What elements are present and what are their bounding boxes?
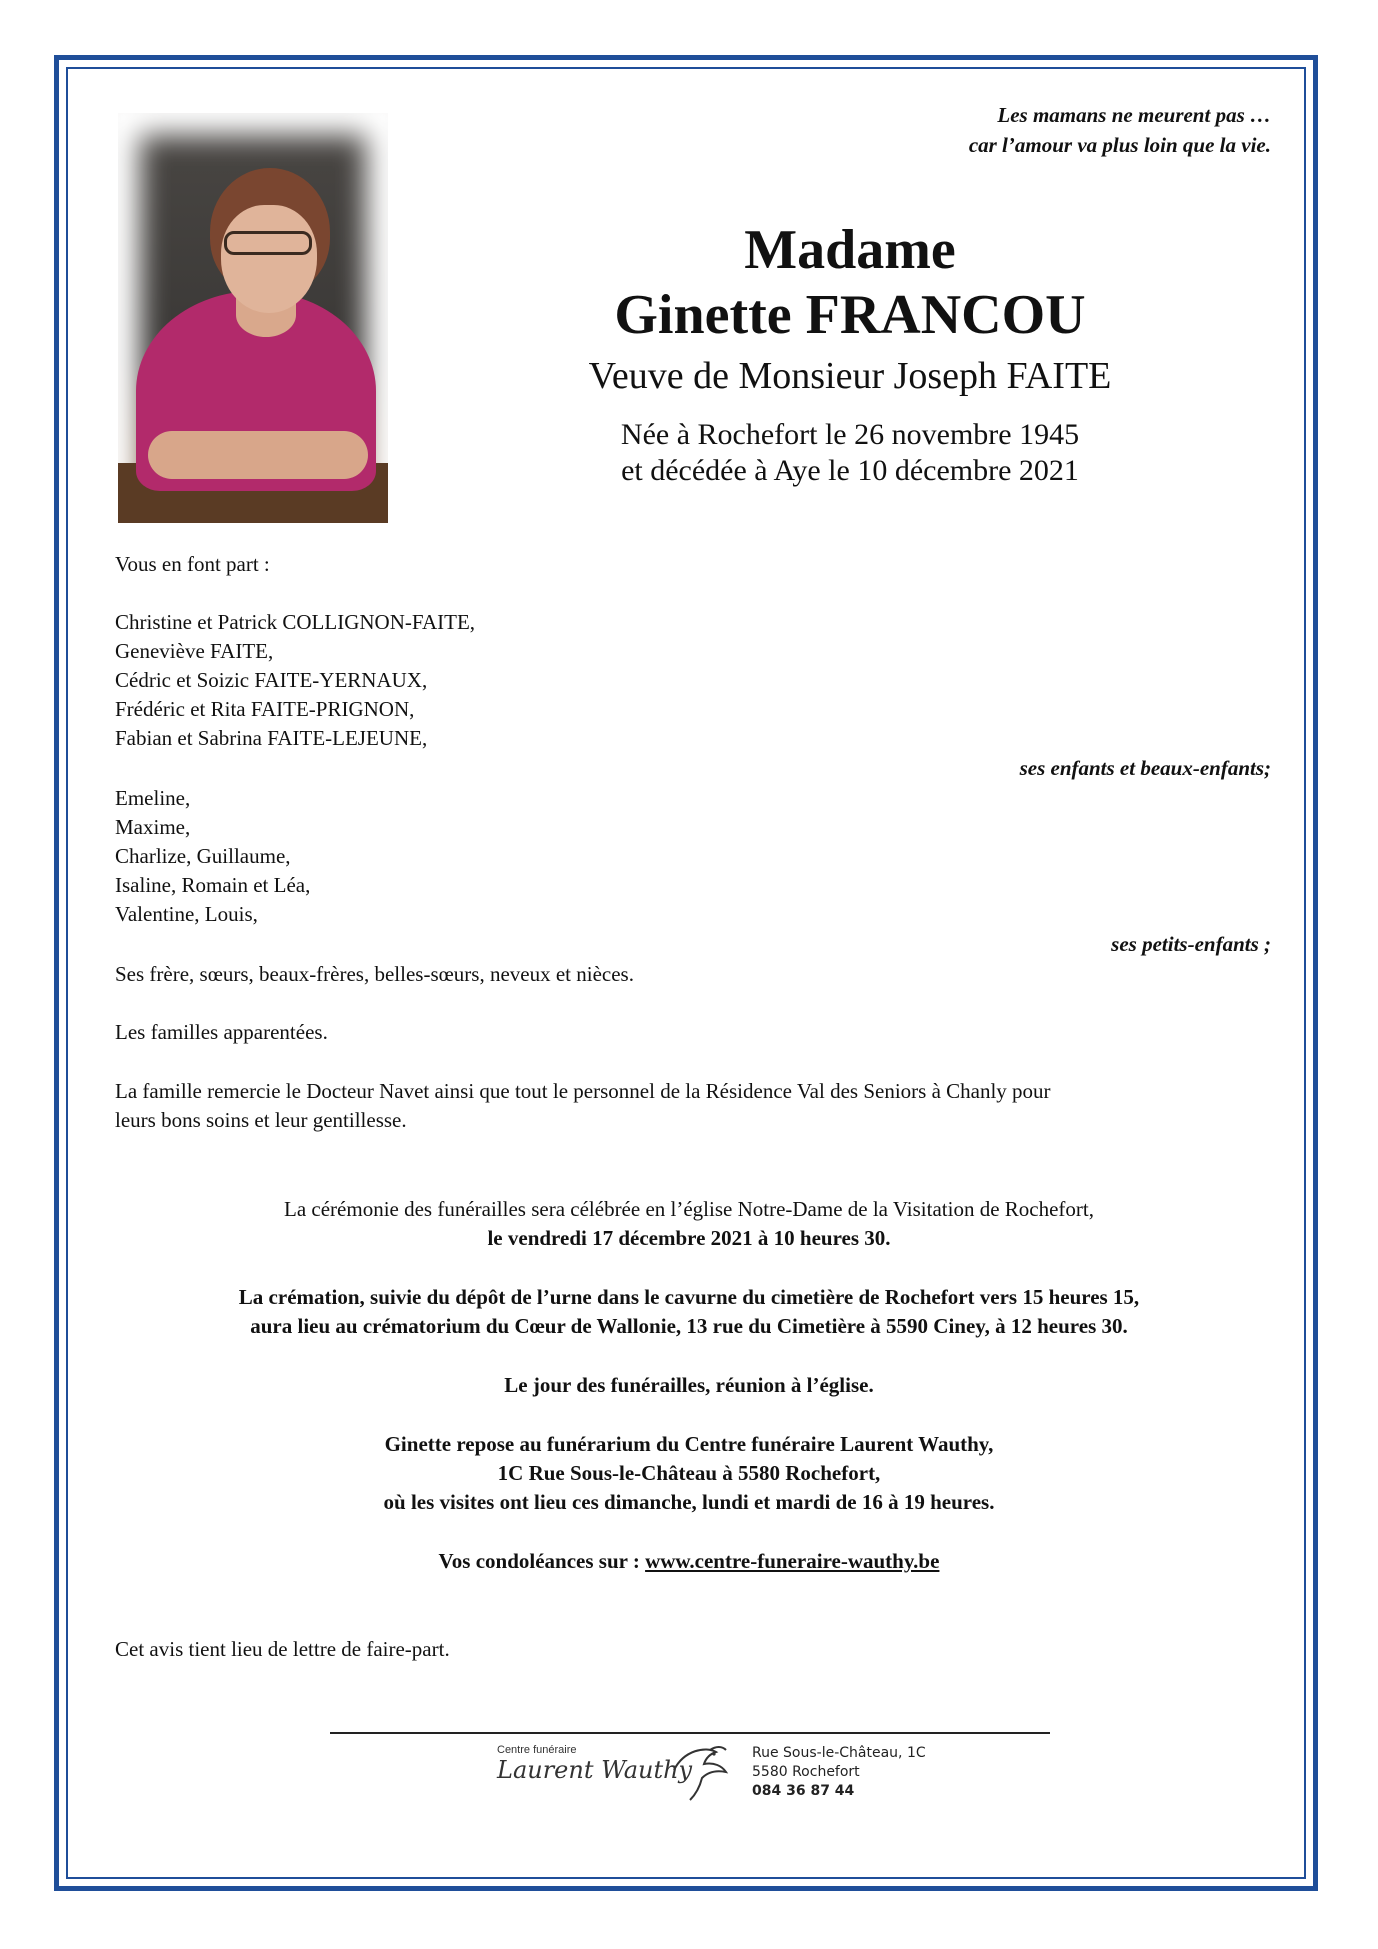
widow-of: Veuve de Monsieur Joseph FAITE	[588, 355, 1112, 397]
logo-script: Laurent Wauthy	[497, 1756, 693, 1784]
rest-info	[115, 1430, 1263, 1517]
list-item: Maxime,	[115, 815, 191, 839]
ceremony-info	[115, 1195, 1263, 1253]
cremation-info	[115, 1283, 1263, 1341]
thanks-text	[115, 1077, 1051, 1135]
list-item: Charlize, Guillaume,	[115, 844, 291, 868]
phone-number: 084 36 87 44	[752, 1783, 855, 1799]
condolences-prefix: Vos condoléances sur :	[438, 1549, 646, 1573]
list-item: Valentine, Louis,	[115, 902, 258, 926]
list-item: Emeline,	[115, 786, 191, 810]
list-item: Cédric et Soizic FAITE-YERNAUX,	[115, 668, 428, 692]
address-line-2: 5580 Rochefort	[752, 1764, 860, 1780]
ceremony-date: le vendredi 17 décembre 2021 à 10 heures 30.	[487, 1226, 891, 1250]
meeting-info: Le jour des funérailles, réunion à l’église.	[504, 1373, 874, 1397]
closing-text: Cet avis tient lieu de lettre de faire-part.	[115, 1637, 450, 1661]
cremation-line-1: La crémation, suivie du dépôt de l’urne dans le cavurne du cimetière de Rochefort vers 15 heures 15,	[238, 1285, 1140, 1309]
condolences-info	[115, 1547, 1263, 1576]
grandchildren-list	[115, 784, 310, 929]
quote-line-2: car l’amour va plus loin que la vie.	[968, 133, 1271, 157]
list-item: Isaline, Romain et Léa,	[115, 873, 311, 897]
portrait-photo	[118, 113, 388, 523]
bird-logo-icon	[666, 1740, 730, 1802]
list-item: Christine et Patrick COLLIGNON-FAITE,	[115, 610, 476, 634]
ceremony-line-1: La cérémonie des funérailles sera célébrée en l’église Notre-Dame de la Visitation de Rochefort,	[284, 1197, 1094, 1221]
children-label: ses enfants et beaux-enfants;	[1019, 756, 1271, 780]
logo-caption: Centre funéraire	[497, 1744, 577, 1756]
quote-line-1: Les mamans ne meurent pas …	[997, 103, 1271, 127]
cremation-line-2: aura lieu au crématorium du Cœur de Wallonie, 13 rue du Cimetière à 5590 Ciney, à 12 heures 30.	[250, 1314, 1128, 1338]
rest-line-1: Ginette repose au funérarium du Centre funéraire Laurent Wauthy,	[384, 1432, 994, 1456]
siblings-text: Ses frère, sœurs, beaux-frères, belles-sœurs, neveux et nièces.	[115, 962, 634, 986]
children-list	[115, 608, 475, 753]
condolences-link[interactable]: www.centre-funeraire-wauthy.be	[645, 1549, 940, 1573]
footer-divider	[330, 1732, 1050, 1734]
thanks-line-2: leurs bons soins et leur gentillesse.	[115, 1108, 407, 1132]
birth-info: Née à Rochefort le 26 novembre 1945	[620, 418, 1080, 451]
thanks-line-1: La famille remercie le Docteur Navet ainsi que tout le personnel de la Résidence Val des Seniors à Chanly pour	[115, 1079, 1051, 1103]
list-item: Frédéric et Rita FAITE-PRIGNON,	[115, 697, 415, 721]
rest-line-3: où les visites ont lieu ces dimanche, lundi et mardi de 16 à 19 heures.	[383, 1490, 995, 1514]
list-item: Geneviève FAITE,	[115, 639, 274, 663]
grandchildren-label: ses petits-enfants ;	[1111, 932, 1271, 956]
rest-line-2: 1C Rue Sous-le-Château à 5580 Rochefort,	[497, 1461, 881, 1485]
deceased-title: Madame	[744, 219, 956, 281]
address-line-1: Rue Sous-le-Château, 1C	[752, 1745, 926, 1761]
footer-address	[752, 1744, 926, 1801]
intro-text: Vous en font part :	[115, 552, 270, 576]
deceased-name: Ginette FRANCOU	[614, 284, 1086, 346]
families-text: Les familles apparentées.	[115, 1020, 328, 1044]
epigraph-quote	[969, 100, 1271, 160]
death-info: et décédée à Aye le 10 décembre 2021	[621, 454, 1079, 487]
list-item: Fabian et Sabrina FAITE-LEJEUNE,	[115, 726, 428, 750]
